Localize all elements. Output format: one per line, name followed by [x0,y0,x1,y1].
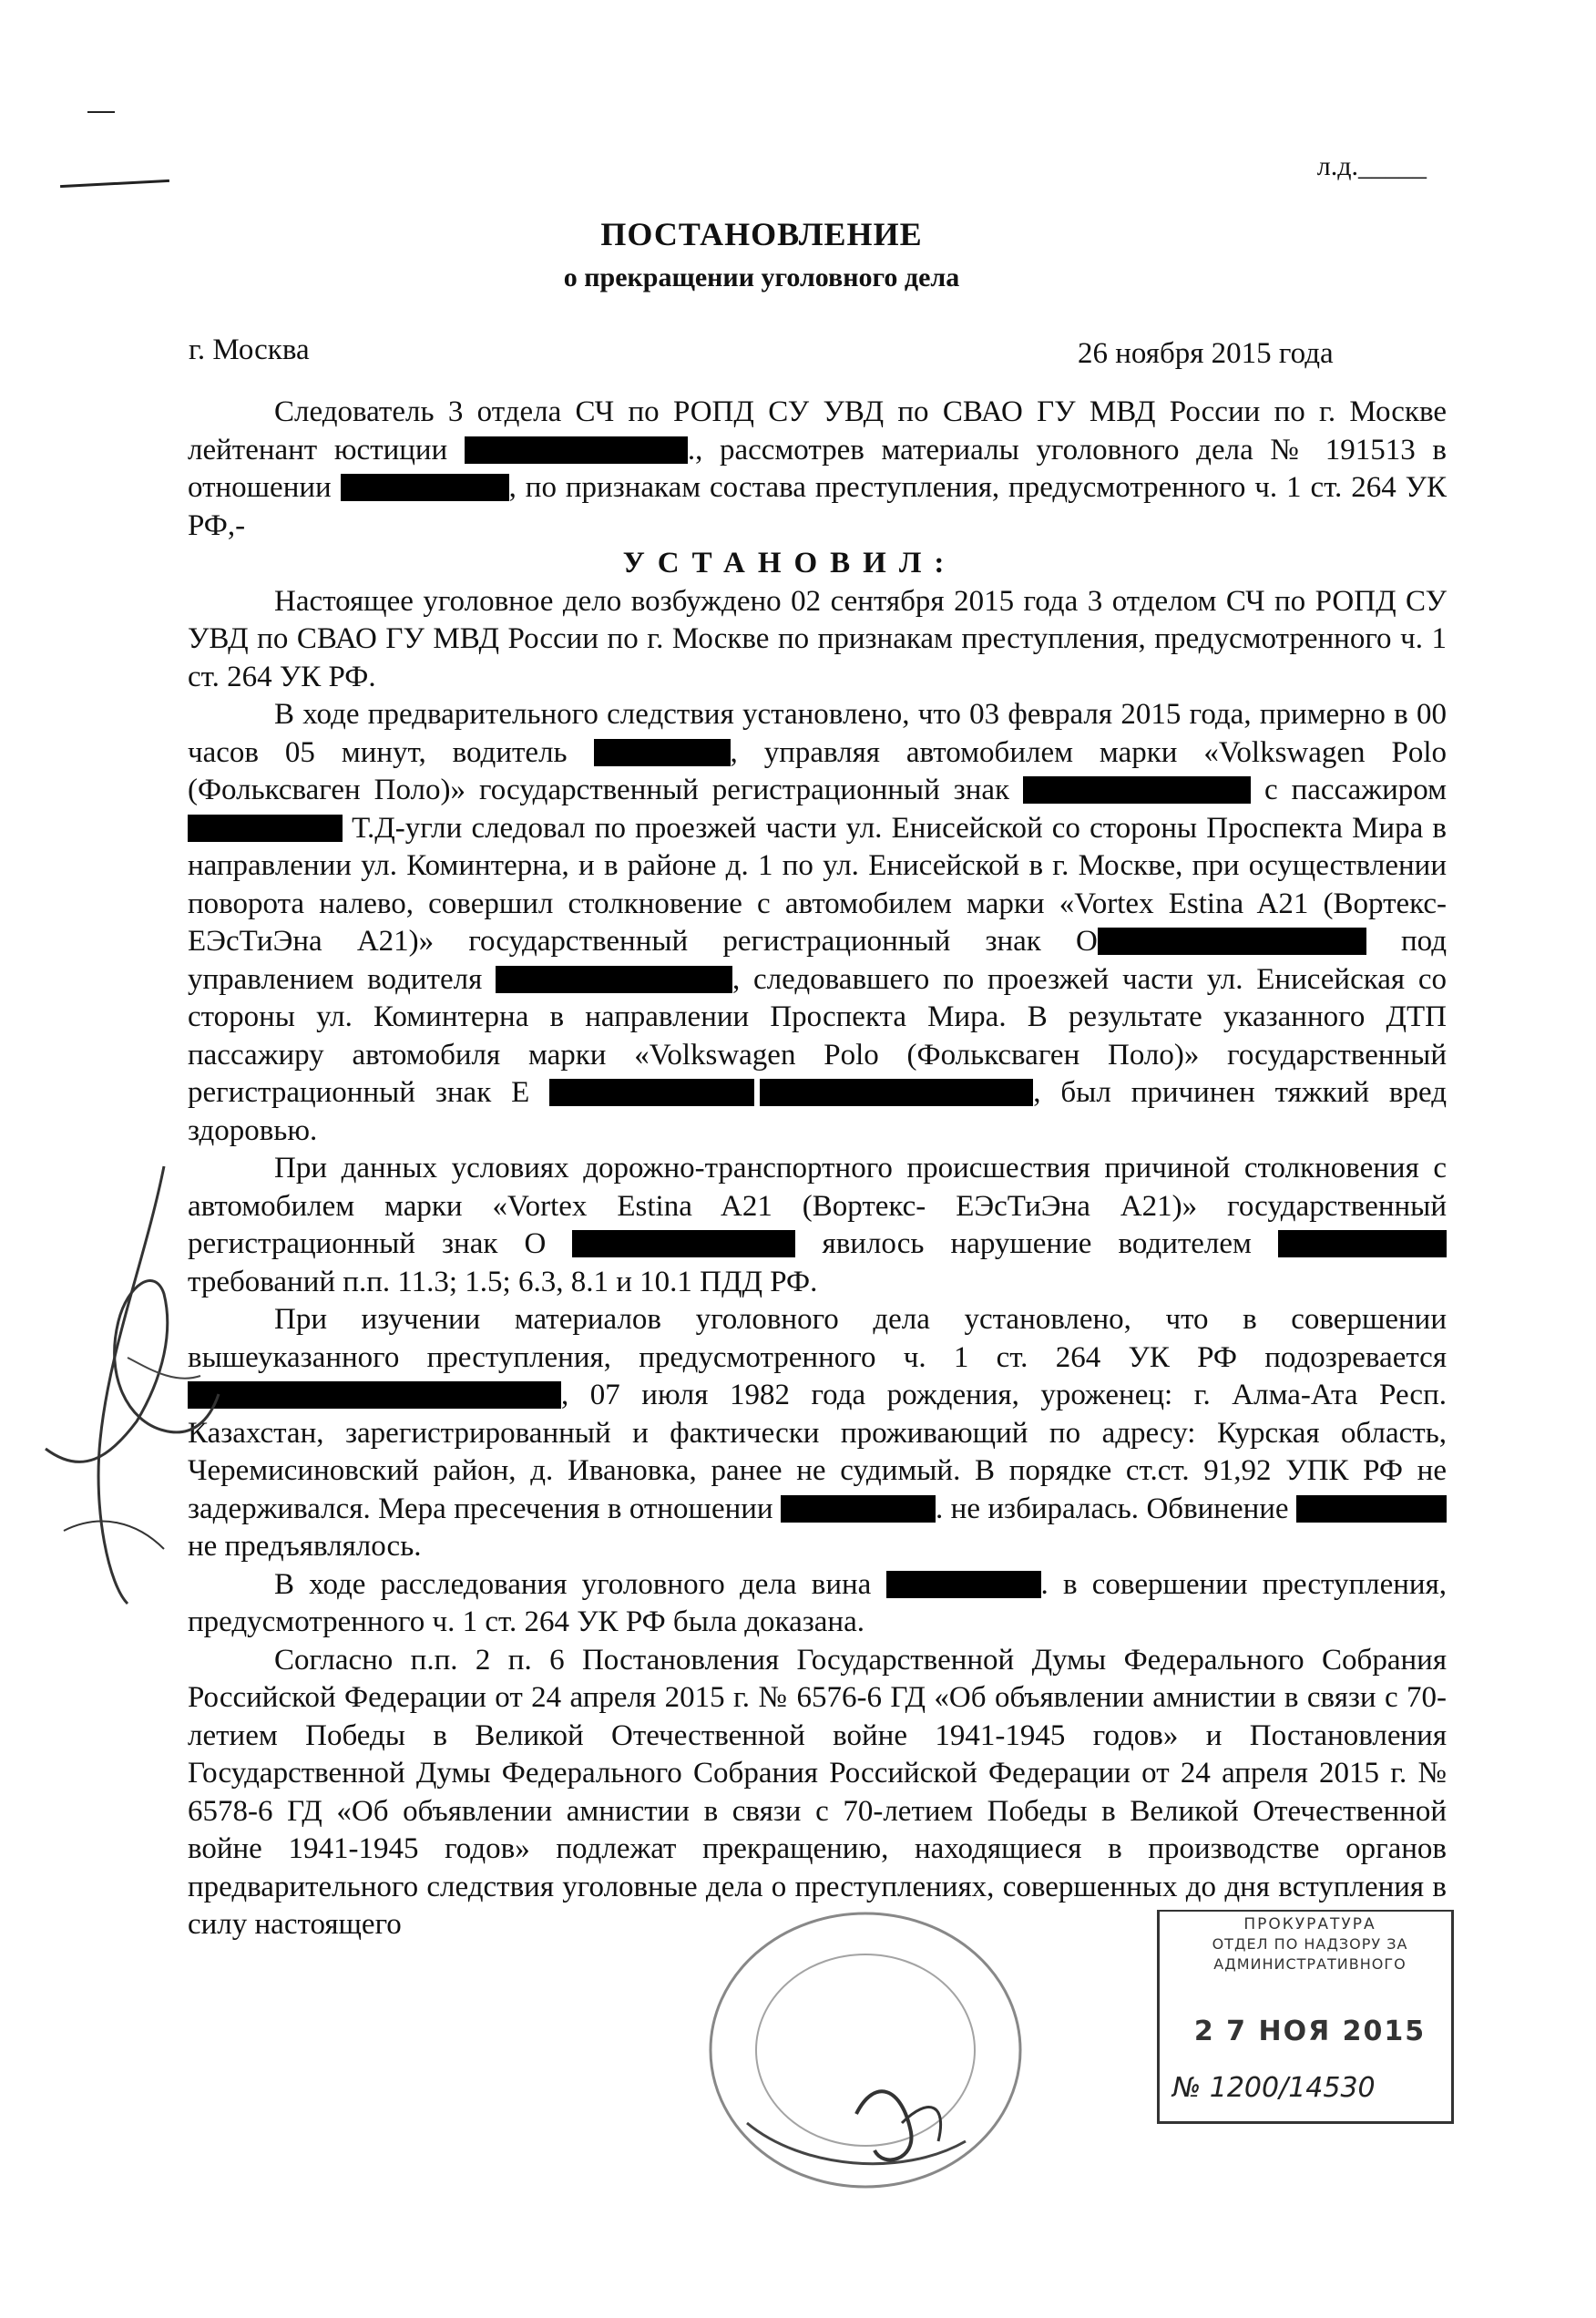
redaction [781,1495,936,1523]
redaction [1023,776,1251,804]
paragraph-case-opened: Настоящее уголовное дело возбуждено 02 сентября 2015 года 3 отделом СЧ по РОПД СУ УВД по СВАО ГУ МВД России по г. Москве по признакам преступления, предусмотренного ч. 1 ст. 264 УК РФ. [188,584,1447,693]
round-stamp [692,1895,1038,2205]
redaction [1098,928,1366,955]
document-title: ПОСТАНОВЛЕНИЕ [600,216,923,252]
ustanovil-heading: УСТАНОВИЛ: [622,547,957,580]
paragraph-amnesty: Согласно п.п. 2 п. 6 Постановления Государственной Думы Федерального Собрания Российской Федерации от 24 апреля 2015 г. № 6576-6 ГД «Об объявлении амнистии в связи с 70-летием Победы в Великой Отечественной войне 1941-1945 годов» и Постановления Государственной Думы Федерального Собрания Российской Федерации от 24 апреля 2015 г. № 6578-6 ГД «Об объявлении амнистии в связи с 70-летием Победы в Великой Отечественной войне 1941-1945 годов» подлежат прекращению, находящиеся в производстве органов предварительного следствия уголовные дела о преступлениях, совершенных до дня вступления в силу настоящего [188,1643,1447,1941]
redaction [886,1571,1041,1598]
document-body [188,394,1447,1944]
redaction [549,1079,754,1106]
stamp-number: № 1200/14530 [1172,2072,1376,2104]
scan-mark [60,179,169,188]
stamp-line: АДМИНИСТРАТИВНОГО [1213,1955,1407,1973]
paragraph-incident: В ходе предварительного следствия установлено, что 03 февраля 2015 года, примерно в 00 часов 05 минут, водитель , управляя автомобилем марки «Volkswagen Polo (Фольксваген Поло)» государственный регистрационный знак с пассажиром Т.Д-угли следовал по проезжей части ул. Енисейской со стороны Проспекта Мира в направлении ул. Коминтерна, и в районе д. 1 по ул. Енисейской в г. Москве, при осуществлении поворота налево, совершил столкновение с автомобилем марки «Vortex Estina A21 (Вортекс-ЕЭсТиЭна А21)» государственный регистрационный знак О под управлением водителя , следовавшего по проезжей части ул. Енисейская со стороны ул. Коминтерна в направлении Проспекта Мира. В результате указанного ДТП пассажиру автомобиля марки «Volkswagen Polo (Фольксваген Поло)» государственный регистрационный знак Е , был причинен тяжкий вред здоровью. [188,698,1448,1147]
stamp-line: ПРОКУРАТУРА [1243,1915,1376,1933]
redaction [1296,1495,1447,1523]
paragraph-investigator: Следователь 3 отдела СЧ по РОПД СУ УВД по СВАО ГУ МВД России по г. Москве лейтенант юстиции ., рассмотрев материалы уголовного дела № 191513 в отношении , по признакам состава преступления, предусмотренного ч. 1 ст. 264 УК РФ,- [188,395,1448,542]
case-sheet-number: л.д._____ [1316,151,1427,181]
redaction [341,474,509,501]
document-city: г. Москва [189,333,310,366]
redaction [496,966,732,993]
redaction [1278,1230,1447,1257]
redaction [188,1381,561,1409]
redaction [760,1079,1033,1106]
paragraph-cause: При данных условиях дорожно-транспортного происшествия причиной столкновения с автомобилем марки «Vortex Estina A21 (Вортекс- ЕЭсТиЭна А21)» государственный регистрационный знак О явилось нарушение водителем требований п.п. 11.3; 1.5; 6.3, 8.1 и 10.1 ПДД РФ. [188,1152,1447,1298]
stamp-date: 2 7 НОЯ 2015 [1193,2015,1427,2047]
registration-stamp [1157,1910,1454,2124]
paragraph-suspect: При изучении материалов уголовного дела установлено, что в совершении вышеуказанного преступления, предусмотренного ч. 1 ст. 264 УК РФ подозревается , 07 июля 1982 года рождения, уроженец: г. Алма-Ата Респ. Казахстан, зарегистрированный и фактически проживающий по адресу: Курская область, Черемисиновский район, д. Ивановка, ранее не судимый. В порядке ст.ст. 91,92 УПК РФ не задерживался. Мера пресечения в отношении . не избиралась. Обвинение не предъявлялось. [188,1303,1447,1563]
document-date: 26 ноября 2015 года [1078,337,1334,370]
redaction [188,815,343,842]
redaction [594,739,731,766]
redaction [465,436,688,464]
handwritten-signature [27,1148,228,1622]
stamp-line: ОТДЕЛ ПО НАДЗОРУ ЗА [1212,1935,1408,1953]
document-subtitle: о прекращении уголовного дела [563,262,960,292]
scan-mark [87,111,115,113]
redaction [572,1230,795,1257]
paragraph-guilt: В ходе расследования уголовного дела вина . в совершении преступления, предусмотренного ч. 1 ст. 264 УК РФ была доказана. [188,1567,1448,1638]
